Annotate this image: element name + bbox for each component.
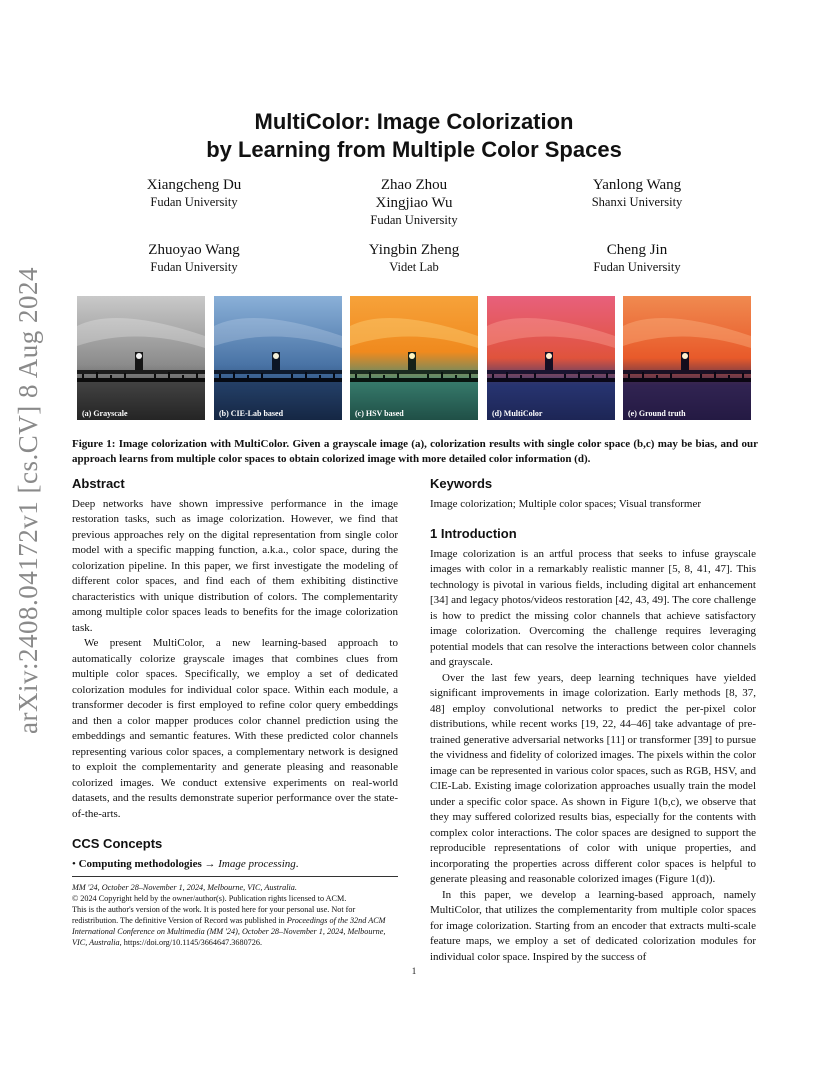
ccs-arrow: → (204, 857, 216, 870)
introduction-heading: 1 Introduction (430, 526, 517, 541)
version-note: This is the author's version of the work. It is posted here for your personal use. Not for redistribution. The definitive Version of Record was published in Proceedings of the 32nd ACM International Conference on Multimedia (MM '24), October 28–November 1, 2024, Melbourne, VIC, Australia, https://doi.org/10.1145/3664647.3680726. (72, 905, 386, 947)
panel-label: (a) Grayscale (82, 409, 128, 418)
grayscale-photo (77, 296, 205, 420)
paper-title (74, 108, 754, 164)
author-name: Xiangcheng Du (146, 177, 242, 193)
title-line-2: by Learning from Multiple Color Spaces (206, 137, 622, 162)
conference-line: MM '24, October 28–November 1, 2024, Melbourne, VIC, Australia. (72, 883, 297, 892)
panel-label: (e) Ground truth (628, 409, 686, 418)
intro-paragraph: Image colorization is an artful process that seeks to infuse grayscale images with color in a remarkably realistic manner [5, 8, 41, 47]. This technology is pivotal in various fields, including digital art enhancement [34] and legacy photos/videos restoration [42, 43, 49]. The core challenge is how to predict the missing color channels that achieve satisfactory image colorization. Overcoming the challenge requires leveraging potential models that can resolve the interactions between color channels and grayscale. (430, 547, 756, 668)
author-affiliation: Fudan University (150, 195, 238, 209)
panel-label: (b) CIE-Lab based (219, 409, 284, 418)
author-affiliation: Shanxi University (591, 195, 683, 209)
author-name: Xingjiao Wu (375, 195, 453, 211)
author-block (304, 176, 524, 229)
keywords-text: Image colorization; Multiple color spaces; Visual transformer (430, 497, 701, 510)
left-column (72, 476, 398, 872)
page-number: 1 (411, 966, 417, 976)
author-name: Zhuoyao Wang (148, 242, 240, 258)
copyright-line: © 2024 Copyright held by the owner/author(s). Publication rights licensed to ACM. (72, 894, 347, 903)
author-block (527, 241, 747, 276)
keywords-heading: Keywords (430, 476, 493, 491)
hsv-photo (350, 296, 478, 420)
author-block (527, 176, 747, 211)
footnote-divider (72, 876, 398, 877)
author-block (84, 241, 304, 276)
author-affiliation: Fudan University (150, 260, 238, 274)
author-affiliation: Fudan University (593, 260, 681, 274)
author-affiliation: Fudan University (370, 213, 458, 227)
abstract-paragraph: We present MultiColor, a new learning-based approach to automatically colorize grayscale images that combines clues from multiple color spaces. Specifically, we employ a set of dedicated colorization modules for individual color space. Within each module, a transformer decoder is first employed to refine color query embeddings and then a color mapper produces color channel prediction using the embeddings and semantic features. With these predicted color channels representing various color spaces, a complementary network is designed to exploit the complementarity and generate pleasing and reasonable colorized images. We conduct extensive experiments on real-world datasets, and the results demonstrate superior performance over the state-of-the-arts. (72, 637, 398, 820)
multicolor-photo (487, 296, 615, 420)
cielab-photo (214, 296, 342, 420)
ccs-heading: CCS Concepts (72, 836, 163, 851)
author-name: Cheng Jin (606, 242, 668, 258)
arxiv-identifier-text: arXiv:2408.04172v1 [cs.CV] 8 Aug 2024 (12, 266, 43, 734)
panel-label: (d) MultiColor (492, 409, 543, 418)
author-block (304, 241, 524, 276)
author-name: Zhao Zhou (380, 177, 448, 193)
title-line-1: MultiColor: Image Colorization (254, 109, 574, 134)
panel-label: (c) HSV based (355, 409, 404, 418)
intro-paragraph: Over the last few years, deep learning techniques have yielded significant improvements in image colorization. Early methods [8, 37, 48] employ convolutional networks to predict the per-pixel color distributions, while recent works [19, 22, 44–46] take advantage of pre-trained generative adversarial networks [11] or transformer [39] to pursue the vividness and fidelity of colorized images. The pixels within the color image can be represented in various color spaces, such as RGB, HSV, and CIE-Lab. Existing image colorization approaches usually train the model under a specific color space. As shown in Figure 1(b,c), we observe that they may suffered colorized results bias, especially for the contents with complex color interactions. The color spaces are designed to support the reproducible representations of color with unique properties, and incorporating the properties across different color spaces is helpful to generate pleasing and reasonable colorized images (Figure 1(d)). (430, 671, 756, 885)
figure-panel-hsv (350, 296, 478, 420)
figure-caption: Figure 1: Image colorization with MultiColor. Given a grayscale image (a), colorization results with single color space (b,c) may be bias, and our approach learns from multiple color spaces to obtain colorized image with more detailed color information (d). (72, 438, 758, 465)
author-affiliation: Videt Lab (389, 260, 439, 274)
ccs-item: • Computing methodologies → Image processing. (72, 857, 299, 870)
author-name: Yanlong Wang (592, 177, 682, 193)
abstract-paragraph: Deep networks have shown impressive performance in the image restoration tasks, such as image colorization. However, we find that previous approaches rely on the digital representation from single color model with a specific mapping function, a.k.a., color space, during the colorization pipeline. In this paper, we first investigate the modeling of different color spaces, and find each of them exhibiting distinctive characteristics with unique distribution of colors. The complementarity among multiple color spaces leads to benefits for the image colorization task. (72, 497, 398, 634)
figure-panel-grayscale (77, 296, 205, 420)
ccs-bullet: • (72, 857, 76, 870)
copyright-footnote (72, 882, 398, 948)
ccs-subcategory: Image processing (218, 857, 296, 870)
author-name: Yingbin Zheng (368, 242, 460, 258)
arxiv-identifier (8, 266, 48, 734)
figure-panel-multicolor (487, 296, 615, 420)
author-block (84, 176, 304, 211)
intro-paragraph: In this paper, we develop a learning-based approach, namely MultiColor, that utilizes the complementarity from multiple color spaces for image colorization. Starting from an encoder that extracts multi-scale feature maps, we employ a set of dedicated colorization modules for individual color space. Inspired by the success of (430, 888, 756, 963)
ccs-category: Computing methodologies (78, 857, 202, 870)
figure-panel-cielab (214, 296, 342, 420)
figure-panel-ground-truth (623, 296, 751, 420)
right-column (430, 476, 756, 965)
abstract-heading: Abstract (72, 476, 125, 491)
ground-truth-photo (623, 296, 751, 420)
